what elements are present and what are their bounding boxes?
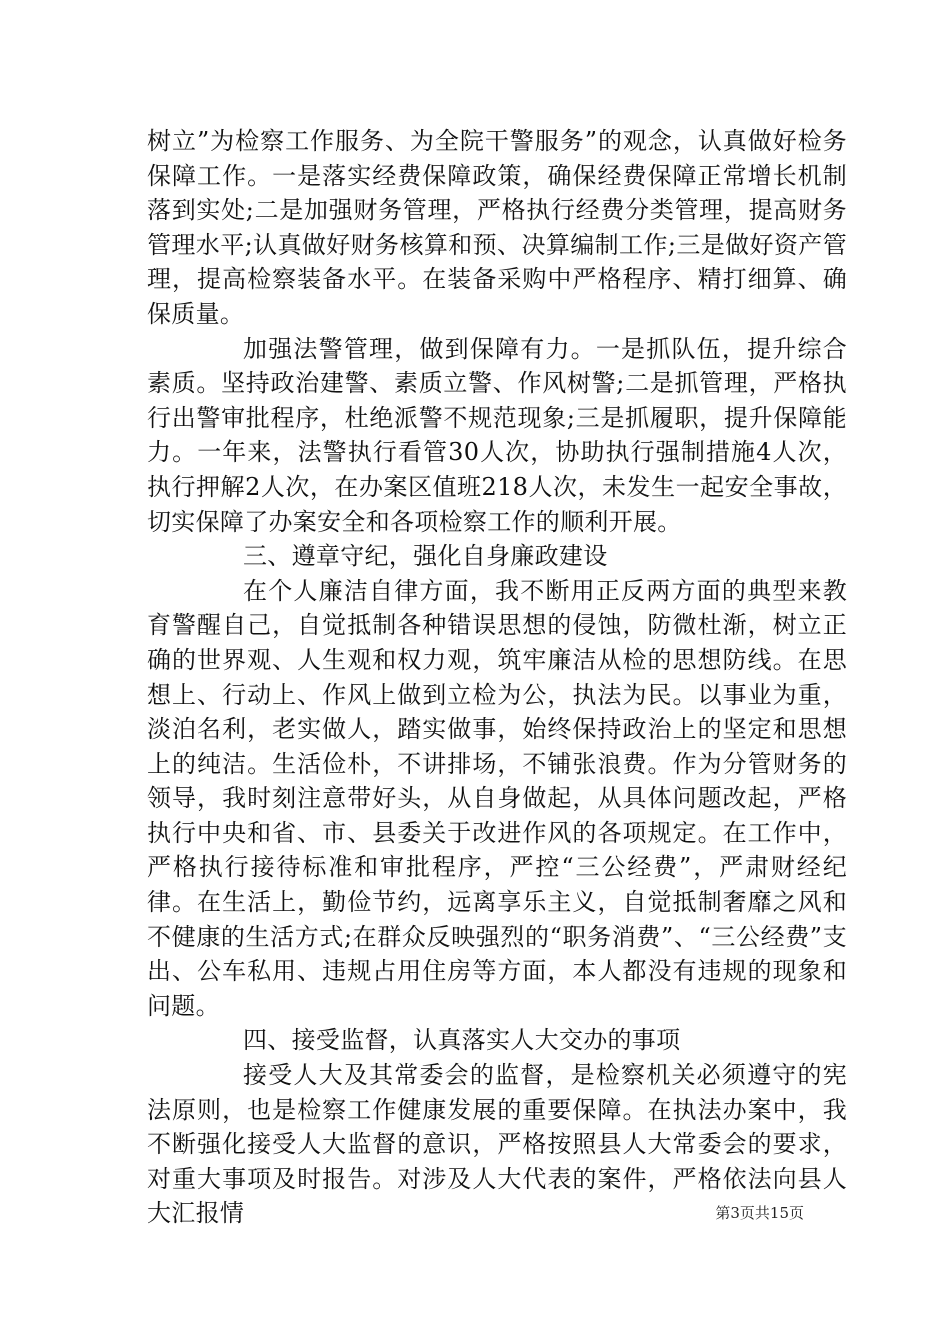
document-body — [147, 124, 847, 1231]
paragraph-integrity: 在个人廉洁自律方面，我不断用正反两方面的典型来教育警醒自己，自觉抵制各种错误思想的侵蚀，防微杜渐，树立正确的世界观、人生观和权力观，筑牢廉洁从检的思想防线。在思想上、行动上、作风上做到立检为公，执法为民。以事业为重，淡泊名利，老实做人，踏实做事，始终保持政治上的坚定和思想上的纯洁。生活俭朴，不讲排场，不铺张浪费。作为分管财务的领导，我时刻注意带好头，从自身做起，从具体问题改起，严格执行中央和省、市、县委关于改进作风的各项规定。在工作中，严格执行接待标准和审批程序，严控“三公经费”，严肃财经纪律。在生活上，勤俭节约，远离享乐主义，自觉抵制奢靡之风和不健康的生活方式;在群众反映强烈的“职务消费”、“三公经费”支出、公车私用、违规占用住房等方面，本人都没有违规的现象和问题。 — [147, 576, 847, 1020]
section-heading-supervision: 四、接受监督，认真落实人大交办的事项 — [243, 1026, 681, 1055]
section-heading-integrity: 三、遵章守纪，强化自身廉政建设 — [243, 542, 608, 571]
page-number-footer: 第3页共15页 — [715, 1204, 804, 1222]
paragraph-continuation: 树立”为检察工作服务、为全院干警服务”的观念，认真做好检务保障工作。一是落实经费保障政策，确保经费保障正常增长机制落到实处;二是加强财务管理，严格执行经费分类管理，提高财务管理水平;认真做好财务核算和预、决算编制工作;三是做好资产管理，提高检察装备水平。在装备采购中严格程序、精打细算、确保质量。 — [147, 127, 847, 328]
paragraph-bailiff-management: 加强法警管理，做到保障有力。一是抓队伍，提升综合素质。坚持政治建警、素质立警、作风树警;二是抓管理，严格执行出警审批程序，杜绝派警不规范现象;三是抓履职，提升保障能力。一年来，法警执行看管30人次，协助执行强制措施4人次，执行押解2人次，在办案区值班218人次，未发生一起安全事故，切实保障了办案安全和各项检察工作的顺利开展。 — [147, 334, 847, 536]
paragraph-supervision: 接受人大及其常委会的监督，是检察机关必须遵守的宪法原则，也是检察工作健康发展的重要保障。在执法办案中，我不断强化接受人大监督的意识，严格按照县人大常委会的要求，对重大事项及时报告。对涉及人大代表的案件，严格依法向县人大汇报情 — [147, 1061, 847, 1228]
